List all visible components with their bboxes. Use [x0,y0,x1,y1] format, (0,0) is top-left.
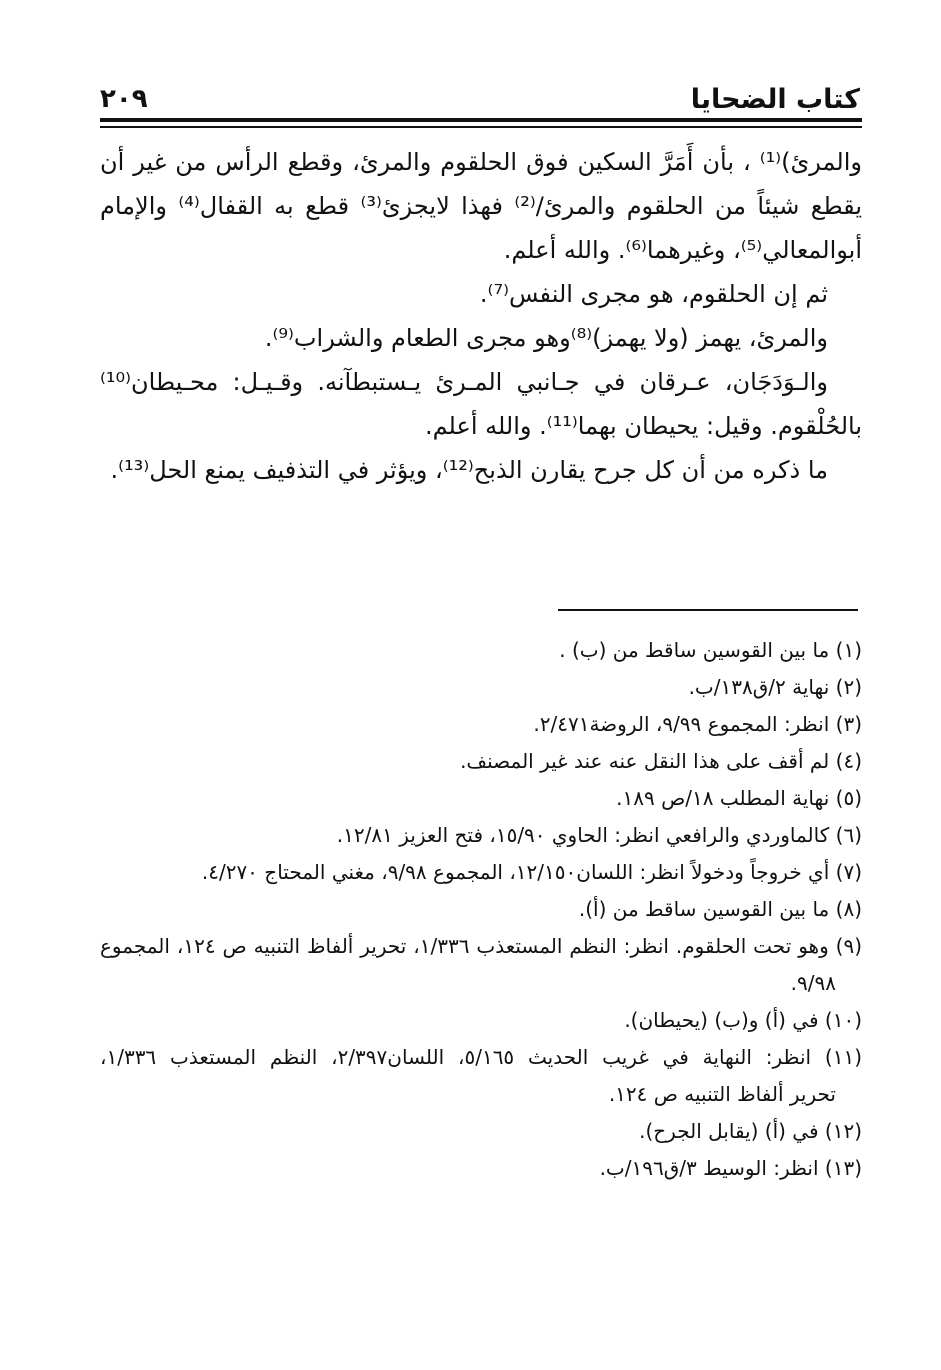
text-line: أبوالمعالي⁽⁵⁾، وغيرهما⁽⁶⁾. والله أعلم. [503,236,862,264]
footnote: (٨) ما بين القوسين ساقط من (أ). [578,897,862,921]
footnote: (١١) انظر: النهاية في غريب الحديث ٥/١٦٥، اللسان٢/٣٩٧، النظم المستعذب ١/٣٣٦، [100,1045,862,1069]
text-line: والـوَدَجَان، عـرقان في جـانبي المـرئ يـستبطآنه. وقـيـل: محـيطان⁽¹⁰⁾ [100,368,828,396]
footnote-continuation: تحرير ألفاظ التنبيه ص ١٢٤. [608,1082,836,1106]
text-line: والمرئ)⁽¹⁾ ، بأن أَمَرَّ السكين فوق الحلقوم والمرئ، وقطع الرأس من غير أن [100,148,862,176]
footnote: (٤) لم أقف على هذا النقل عنه عند غير المصنف. [460,749,862,773]
footnote: (٥) نهاية المطلب ١٨/ص ١٨٩. [616,786,862,810]
header-rule-thin [100,126,862,128]
text-line: بالحُلْقوم. وقيل: يحيطان بهما⁽¹¹⁾. والله أعلم. [424,412,862,440]
page-number: ٢٠٩ [100,84,148,114]
text-line: ثم إن الحلقوم، هو مجرى النفس⁽⁷⁾. [479,280,828,308]
footnote: (٣) انظر: المجموع ٩/٩٩، الروضة٢/٤٧١. [533,712,862,736]
footnote: (٩) وهو تحت الحلقوم. انظر: النظم المستعذب ١/٣٣٦، تحرير ألفاظ التنبيه ص ١٢٤، المجموع [100,934,862,958]
footnote: (٢) نهاية ٢/ق١٣٨/ب. [688,675,862,699]
footnote-separator [558,609,858,611]
footnote: (١٠) في (أ) و(ب) (يحيطان). [624,1008,862,1032]
header-title: كتاب الضحايا [690,84,860,115]
text-line: ما ذكره من أن كل جرح يقارن الذبح⁽¹²⁾، ويؤثر في التذفيف يمنع الحل⁽¹³⁾. [110,456,828,484]
header-rule-thick [100,118,862,122]
footnote: (١) ما بين القوسين ساقط من (ب) . [559,638,862,662]
running-header [100,84,860,120]
footnote-continuation: ٩/٩٨. [790,971,836,995]
footnote: (٦) كالماوردي والرافعي انظر: الحاوي ١٥/٩٠، فتح العزيز ١٢/٨١. [336,823,862,847]
footnote: (١٣) انظر: الوسيط ٣/ق١٩٦/ب. [599,1156,862,1180]
main-text [100,140,862,492]
footnote: (٧) أي خروجاً ودخولاً انظر: اللسان١٢/١٥٠، المجموع ٩/٩٨، مغني المحتاج ٤/٢٧٠. [201,860,862,884]
footnotes [100,632,862,1187]
footnote: (١٢) في (أ) (يقابل الجرح). [639,1119,862,1143]
text-line: والمرئ، يهمز (ولا يهمز)⁽⁸⁾وهو مجرى الطعام والشراب⁽⁹⁾. [264,324,828,352]
text-line: يقطع شيئاً من الحلقوم والمرئ/⁽²⁾ فهذا لايجزئ⁽³⁾ قطع به القفال⁽⁴⁾ والإمام [100,192,862,220]
